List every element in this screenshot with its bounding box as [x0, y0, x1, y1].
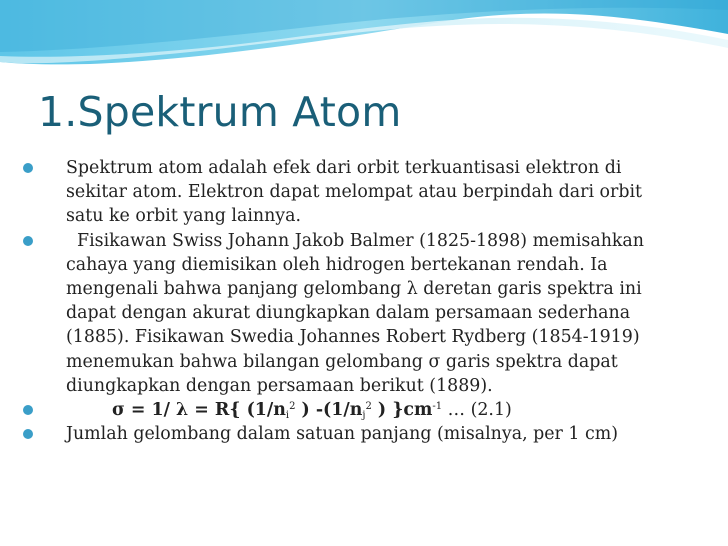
- rydberg-formula: [66, 400, 512, 420]
- formula-end: ) }cm: [371, 400, 433, 421]
- bullet-icon: [22, 404, 34, 416]
- bullet-text: Spektrum atom adalah efek dari orbit terkuantisasi elektron di sekitar atom. Elektron dapat melompat atau berpindah dari orbit satu ke orbit yang lainnya.: [66, 158, 642, 227]
- header-wave-decoration: [0, 0, 728, 80]
- formula-sup-exp: -1: [432, 401, 443, 413]
- bullet-text: Fisikawan Swiss Johann Jakob Balmer (1825-1898) memisahkan cahaya yang diemisikan oleh hidrogen bertekanan rendah. Ia mengenali bahwa panjang gelombang λ deretan garis spektra ini dapat dengan akurat diungkapkan dalam persamaan sederhana (1885). Fisikawan Swedia Johannes Robert Rydberg (1854-1919) menemukan bahwa bilangan gelombang σ garis spektra dapat diungkapkan dengan persamaan berikut (1889).: [66, 230, 645, 396]
- bullet-text: Jumlah gelombang dalam satuan panjang (misalnya, per 1 cm): [66, 424, 618, 445]
- formula-tail: … (2.1): [442, 400, 512, 421]
- slide-title: 1.Spektrum Atom: [38, 88, 402, 136]
- list-item: [22, 156, 682, 229]
- formula-lhs: σ = 1/ λ = R{ (1/n: [112, 400, 286, 421]
- formula-sub-i: i: [285, 410, 290, 422]
- formula-sup-2b: 2: [365, 401, 372, 413]
- list-item: [22, 229, 682, 398]
- bullet-icon: [22, 162, 34, 174]
- formula-mid: ) -(1/n: [295, 400, 363, 421]
- formula-sub-j: j: [362, 410, 366, 422]
- formula-sup-2a: 2: [289, 401, 296, 413]
- list-item: [22, 398, 682, 422]
- list-item: [22, 422, 682, 446]
- bullet-icon: [22, 235, 34, 247]
- bullet-icon: [22, 428, 34, 440]
- bullet-list: [22, 156, 682, 446]
